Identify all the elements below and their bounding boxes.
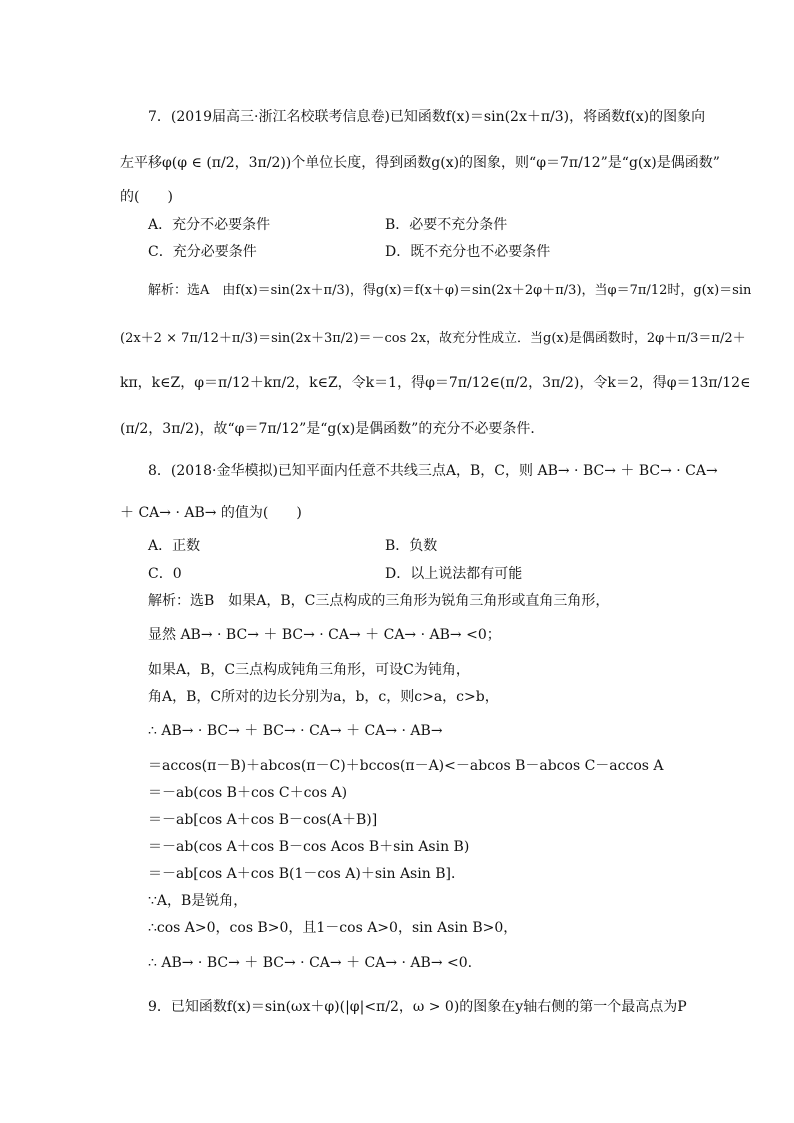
q8-solution-line11: ∵A，B是锐角， <box>148 893 248 909</box>
q9-stem-line1: 9．已知函数f(x)＝sin(ωx＋φ)(|φ|<π/2，ω > 0)的图象在y轴右侧的第一个最高点为P <box>148 999 687 1015</box>
q7-solution-line2: (2x＋2 × 7π/12＋π/3)＝sin(2x＋3π/2)＝－cos 2x，故充分性成立．当g(x)是偶函数时，2φ＋π/3＝π/2＋ <box>120 331 746 346</box>
q8-solution-line1: 解析：选B 如果A，B，C三点构成的三角形为锐角三角形或直角三角形， <box>148 593 610 609</box>
q8-solution-line6: ＝accos(π－B)＋abcos(π－C)＋bccos(π－A)<－abcos B－abcos C－accos A <box>148 758 664 774</box>
q8-solution-line4: 角A，B，C所对的边长分别为a，b，c，则c>a，c>b， <box>148 689 499 705</box>
q8-solution-line3: 如果A，B，C三点构成钝角三角形，可设C为钝角， <box>148 662 470 678</box>
q8-solution-line12: ∴cos A>0，cos B>0，且1－cos A>0，sin Asin B>0， <box>148 920 518 936</box>
q8-solution-line5: ∴ AB→ · BC→ ＋ BC→ · CA→ ＋ CA→ · AB→ <box>148 723 443 739</box>
q7-option-b: B．必要不充分条件 <box>385 217 508 233</box>
q7-option-a: A．充分不必要条件 <box>148 217 271 233</box>
q8-stem-line1: 8．(2018·金华模拟)已知平面内任意不共线三点A，B，C，则 AB→ · BC→ ＋ BC→ · CA→ <box>148 463 718 479</box>
q8-option-a: A．正数 <box>148 538 201 554</box>
q8-solution-line9: ＝－ab(cos A＋cos B－cos Acos B＋sin Asin B) <box>148 839 470 855</box>
q8-option-d: D．以上说法都有可能 <box>385 566 523 582</box>
q8-solution-line8: ＝－ab[cos A＋cos B－cos(A＋B)] <box>148 812 378 828</box>
q8-solution-line13: ∴ AB→ · BC→ ＋ BC→ · CA→ ＋ CA→ · AB→ <0. <box>148 955 473 971</box>
q8-solution-line10: ＝－ab[cos A＋cos B(1－cos A)＋sin Asin B]． <box>148 866 465 882</box>
q8-solution-line2: 显然 AB→ · BC→ ＋ BC→ · CA→ ＋ CA→ · AB→ <0； <box>148 627 501 643</box>
q7-solution-line1: 解析：选A 由f(x)＝sin(2x＋π/3)，得g(x)＝f(x＋φ)＝sin(2x＋2φ＋π/3)，当φ＝7π/12时，g(x)＝sin <box>148 283 752 298</box>
q7-solution-line3: kπ，k∈Z，φ＝π/12＋kπ/2，k∈Z，令k＝1，得φ＝7π/12∈(π/2，3π/2)，令k＝2，得φ＝13π/12∈ <box>120 375 751 391</box>
q8-option-c: C．0 <box>148 566 182 582</box>
q7-stem-line2: 左平移φ(φ ∈ (π/2，3π/2))个单位长度，得到函数g(x)的图象，则“φ＝7π/12”是“g(x)是偶函数” <box>120 155 720 171</box>
q7-stem-line1: 7．(2019届高三·浙江名校联考信息卷)已知函数f(x)＝sin(2x＋π/3)，将函数f(x)的图象向 <box>148 109 706 125</box>
q7-option-d: D．既不充分也不必要条件 <box>385 244 551 260</box>
q8-stem-line2: ＋ CA→ · AB→ 的值为( ) <box>120 505 302 521</box>
q7-solution-line4: (π/2，3π/2)，故“φ＝7π/12”是“g(x)是偶函数”的充分不必要条件． <box>120 421 545 437</box>
q7-stem-line3: 的( ) <box>120 189 173 205</box>
q7-option-c: C．充分必要条件 <box>148 244 257 260</box>
q8-solution-line7: ＝－ab(cos B＋cos C＋cos A) <box>148 785 348 801</box>
q8-option-b: B．负数 <box>385 538 438 554</box>
